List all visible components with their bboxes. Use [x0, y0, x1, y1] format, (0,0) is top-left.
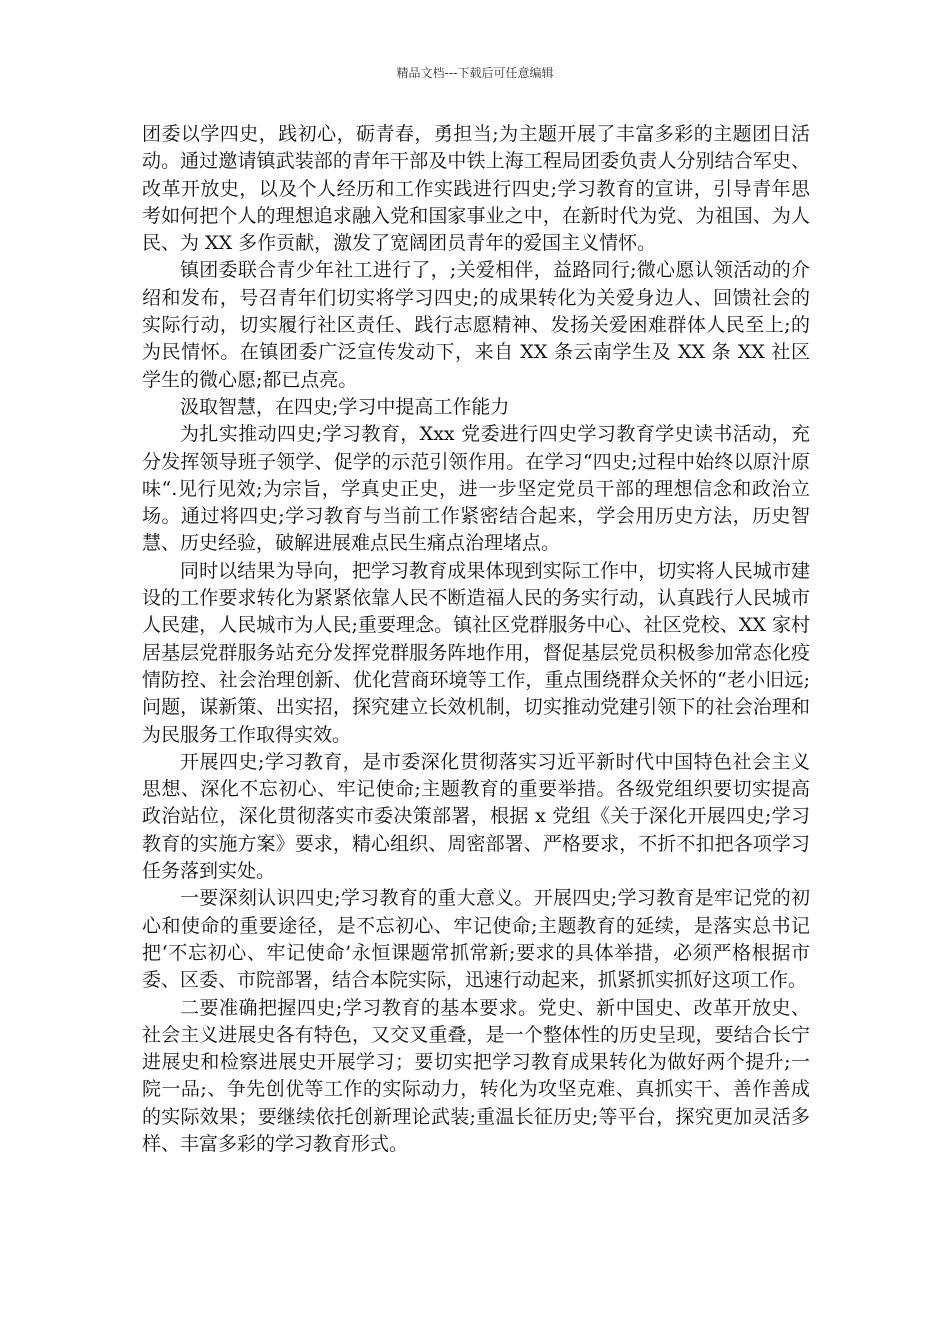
paragraph: 开展四史;学习教育，是市委深化贯彻落实习近平新时代中国特色社会主义思想、深化不忘初心、牢记使命;主题教育的重要举措。各级党组织要切实提高政治站位，深化贯彻落实市委决策部署，根据 x 党组《关于深化开展四史;学习教育的实施方案》要求，精心组织、周密部署、严格要求，不折不扣把各项学习任务落到实处。 — [142, 750, 810, 883]
paragraph: 团委以学四史，践初心，砺青春，勇担当;为主题开展了丰富多彩的主题团日活动。通过邀请镇武装部的青年干部及中铁上海工程局团委负责人分别结合军史、改革开放史，以及个人经历和工作实践进行四史;学习教育的宣讲，引导青年思考如何把个人的理想追求融入党和国家事业之中，在新时代为党、为祖国、为人民、为 XX 多作贡献，激发了宽阔团员青年的爱国主义情怀。 — [142, 123, 810, 255]
paragraph: 二要准确把握四史;学习教育的基本要求。党史、新中国史、改革开放史、社会主义进展史各有特色，又交叉重叠，是一个整体性的历史呈现，要结合长宁进展史和检察进展史开展学习；要切实把学习教育成果转化为做好两个提升;一院一品;、争先创优等工作的实际动力，转化为攻坚克难、真抓实干、善作善成的实际效果；要继续依托创新理论武装;重温长征历史;等平台，探究更加灵活多样、丰富多彩的学习教育形式。 — [142, 996, 810, 1155]
paragraph: 为扎实推动四史;学习教育，Xxx 党委进行四史学习教育学史读书活动，充分发挥领导班子领学、促学的示范引领作用。在学习“四史;过程中始终以原汁原味“.见行见效;为宗旨，学真史正史，进一步坚定党员干部的理想信念和政治立场。通过将四史;学习教育与当前工作紧密结合起来，学会用历史方法，历史智慧、历史经验，破解进展难点民生痛点治理堵点。 — [142, 423, 810, 555]
paragraph: 一要深刻认识四史;学习教育的重大意义。开展四史;学习教育是牢记党的初心和使命的重要途径，是不忘初心、牢记使命;主题教育的延续，是落实总书记把‘不忘初心、牢记使命’永恒课题常抓常新;要求的具体举措，必须严格根据市委、区委、市院部署，结合本院实际，迅速行动起来，抓紧抓实抓好这项工作。 — [142, 887, 810, 992]
section-heading: 汲取智慧，在四史;学习中提高工作能力 — [180, 395, 510, 418]
paragraph: 镇团委联合青少年社工进行了，;关爱相伴，益路同行;微心愿认领活动的介绍和发布，号召青年们切实将学习四史;的成果转化为关爱身边人、回馈社会的实际行动，切实履行社区责任、践行志愿精神、发扬关爱困难群体人民至上;的为民情怀。在镇团委广泛宣传发动下，来自 XX 条云南学生及 XX 条 XX 社区学生的微心愿;都已点亮。 — [142, 259, 810, 391]
page-header-note: 精品文档---下载后可任意编辑 — [396, 66, 554, 80]
document-body — [142, 121, 810, 1158]
paragraph: 同时以结果为导向，把学习教育成果体现到实际工作中，切实将人民城市建设的工作要求转化为紧紧依靠人民不断造福人民的务实行动，认真践行人民城市人民建，人民城市为人民;重要理念。镇社区党群服务中心、社区党校、XX 家村居基层党群服务站充分发挥党群服务阵地作用，督促基层党员积极参加常态化疫情防控、社会治理创新、优化营商环境等工作，重点围绕群众关怀的“老小旧远;问题，谋新策、出实招，探究建立长效机制，切实推动党建引领下的社会治理和为民服务工作取得实效。 — [142, 559, 810, 746]
